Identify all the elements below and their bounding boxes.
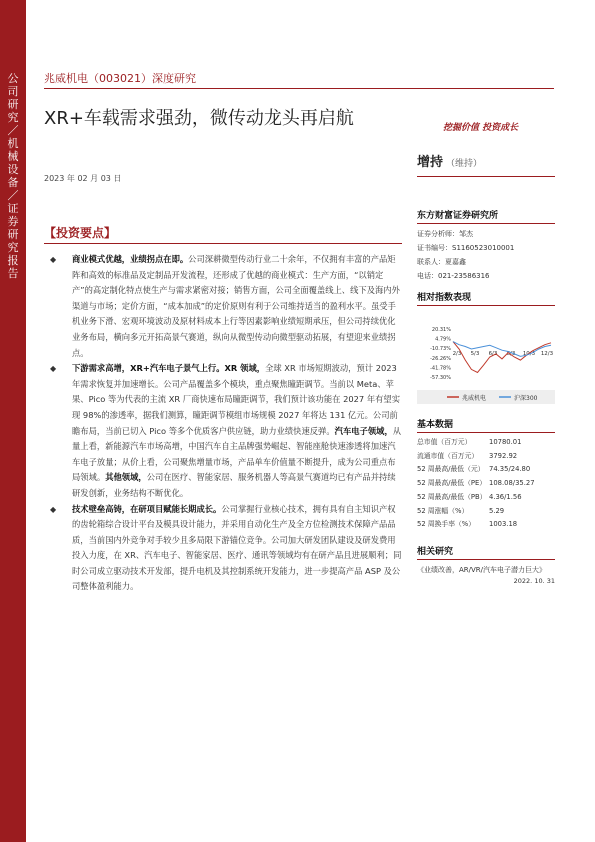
x-tick-label: 8/3 — [506, 351, 516, 358]
bullet-text: 从量上看，新能源汽车市场高增，中国汽车自主品牌强势崛起、智能座舱快速渗透将加速汽车电子放量；从价上看，公司聚焦增量市场，产品单车价值量不断提升，成为公司重点布局领域。 — [72, 425, 402, 483]
x-tick-label: 6/3 — [488, 351, 498, 358]
rating-sub: （维持） — [446, 159, 483, 169]
index-chart-header — [417, 290, 555, 306]
sidebar-label: 公司研究／机械设备／证券研究报告 — [7, 72, 19, 280]
institute-name: 东方财富证券研究所 — [417, 208, 555, 224]
basic-data-row — [417, 436, 555, 450]
x-tick-label: 2/3 — [452, 351, 462, 358]
x-tick-label: 12/3 — [540, 351, 554, 358]
basic-data-rows — [417, 436, 555, 532]
basic-data-value: 4.36/1.56 — [489, 492, 522, 501]
basic-data-value: 5.29 — [489, 506, 505, 515]
x-tick-label: 10/3 — [522, 351, 536, 358]
basic-data-key: 52 周最高/最低（元） — [417, 465, 485, 474]
basic-data-value: 74.35/24.80 — [489, 465, 531, 474]
legend-label-a: 兆威机电 — [462, 395, 487, 402]
basic-data-row — [417, 477, 555, 491]
section-divider — [44, 243, 402, 244]
basic-data-key: 流通市值（百万元） — [417, 451, 479, 460]
basic-data-row — [417, 518, 555, 532]
basic-data-row — [417, 463, 555, 477]
basic-data-row — [417, 491, 555, 505]
index-chart-title: 相对指数表现 — [417, 290, 555, 306]
section-title: 【投资要点】 — [44, 226, 117, 240]
bullet-text: 公司深耕微型传动行业二十余年，不仅拥有丰富的产品矩阵和高效的标准品及定制品开发流程，还形成了优越的商业模式：生产方面，“以销定产”的高定制化特点使生产与需求紧密对接；销售方面，公司全面覆盖线上、线下及海内外渠道与市场；定价方面，“成本加成”的定价原则有利于公司维持适当的盈利水平。虽受手机业务下滑、宏观环境波动及原材料成本上行等因素影响业绩短期承压，但公司持续优化业务布局，横向多元开拓高景气赛道，纵向从微型传动向微型驱动拓展，有望迎来业绩拐点。 — [72, 254, 400, 358]
basic-data — [417, 417, 555, 532]
basic-data-title: 基本数据 — [417, 417, 555, 433]
y-tick-label: 4.79% — [435, 336, 451, 343]
diamond-icon: ◆ — [50, 364, 57, 374]
basic-data-value: 3792.92 — [489, 451, 518, 460]
related-item: 《业绩改善，AR/VR/汽车电子潜力巨大》 — [417, 566, 547, 574]
bullet-lead: 商业模式优越，业绩拐点在即。 — [72, 254, 189, 264]
related-title: 相关研究 — [417, 544, 555, 560]
bullet-item — [48, 361, 402, 501]
cert-number: 证书编号：S1160523010001 — [417, 244, 515, 252]
x-tick-label: 5/3 — [470, 351, 480, 358]
right-divider — [417, 176, 555, 177]
basic-data-key: 52 周涨幅（%） — [417, 506, 469, 515]
analyst: 证券分析师：邹杰 — [417, 230, 473, 238]
bullet-item — [48, 252, 402, 361]
report-title: XR+车载需求强劲，微传动龙头再启航 — [44, 108, 354, 129]
institute-block — [417, 208, 555, 283]
contact: 联系人：夏嘉鑫 — [417, 258, 466, 266]
series-line — [453, 342, 551, 373]
basic-data-key: 52 周最高/最低（PB） — [417, 492, 487, 501]
y-tick-label: -10.73% — [430, 346, 451, 353]
related-research — [417, 544, 555, 585]
report-date: 2023 年 02 月 03 日 — [44, 174, 122, 183]
diamond-icon: ◆ — [50, 504, 57, 514]
slogan: 挖掘价值 投资成长 — [443, 123, 519, 133]
y-tick-label: 20.31% — [431, 327, 451, 333]
basic-data-key: 52 周换手率（%） — [417, 520, 476, 529]
company-line: 兆威机电（003021）深度研究 — [44, 72, 196, 85]
chart-legend — [417, 390, 555, 404]
basic-data-row — [417, 450, 555, 464]
basic-data-key: 52 周最高/最低（PE） — [417, 479, 487, 488]
bullet-lead: 汽车电子领域， — [334, 425, 393, 436]
basic-data-value: 108.08/35.27 — [489, 479, 535, 488]
bullet-lead: 下游需求高增，XR+汽车电子景气上行。XR 领域， — [72, 363, 266, 374]
y-tick-label: -26.26% — [430, 355, 451, 362]
bullet-text: 公司掌握行业核心技术，拥有具有自主知识产权的齿轮箱综合设计平台及模具设计能力，并采用自动化生产及全方位检测技术保障产品品质，当前国内外竞争对手较少且多局限下游锚位竞争。公司加大研发团队建设及研发费用投入力度，在 XR、汽车电子、智能家居、医疗、通讯等领域均有在研产品且进展顺利；同时公司成立驱动技术开发部，提升电机及其控制系统开发能力，进一步提高产品 ASP 及公司整体盈利能力。 — [72, 503, 402, 592]
phone: 电话：021-23586316 — [417, 272, 490, 280]
bullet-lead: 其他领域， — [105, 472, 147, 483]
top-divider — [44, 88, 554, 89]
basic-data-row — [417, 505, 555, 519]
rating-label: 增持 — [417, 155, 444, 170]
bullet-text: 公司在医疗、智能家居、服务机器人等高景气赛道均已有产品并持续研发创新，业务结构不断优化。 — [72, 472, 396, 498]
bullet-item — [48, 502, 402, 596]
index-chart-svg — [417, 325, 555, 387]
sidebar — [0, 0, 26, 842]
y-tick-label: -41.78% — [430, 365, 451, 372]
bullet-lead: 技术壁垒高铸，在研项目赋能长期成长。 — [72, 503, 222, 514]
related-date: 2022. 10. 31 — [513, 577, 555, 585]
rating — [417, 151, 482, 170]
basic-data-value: 10780.01 — [489, 438, 522, 446]
diamond-icon: ◆ — [50, 255, 57, 264]
investment-points — [48, 252, 402, 595]
bullet-text: 全球 XR 市场短期波动，预计 2023 年需求恢复并加速增长。公司产品覆盖多个模块，重点聚焦瞳距调节。当前以 Meta、苹果、Pico 等为代表的主流 XR 厂商快速布局瞳距调节，我们预计该功能在 2027 年有望实现 98%的渗透率，据我们测算，瞳距调节模组市场规模 2027 年将达 131 亿元。公司前瞻布局，当前已切入 Pico 等多个优质客户供应链，助力业绩快速反弹。 — [72, 363, 401, 436]
legend-label-b: 沪深300 — [514, 395, 538, 402]
y-tick-label: -57.30% — [430, 375, 451, 381]
basic-data-value: 1003.18 — [489, 520, 518, 529]
basic-data-key: 总市值（百万元） — [417, 438, 472, 446]
